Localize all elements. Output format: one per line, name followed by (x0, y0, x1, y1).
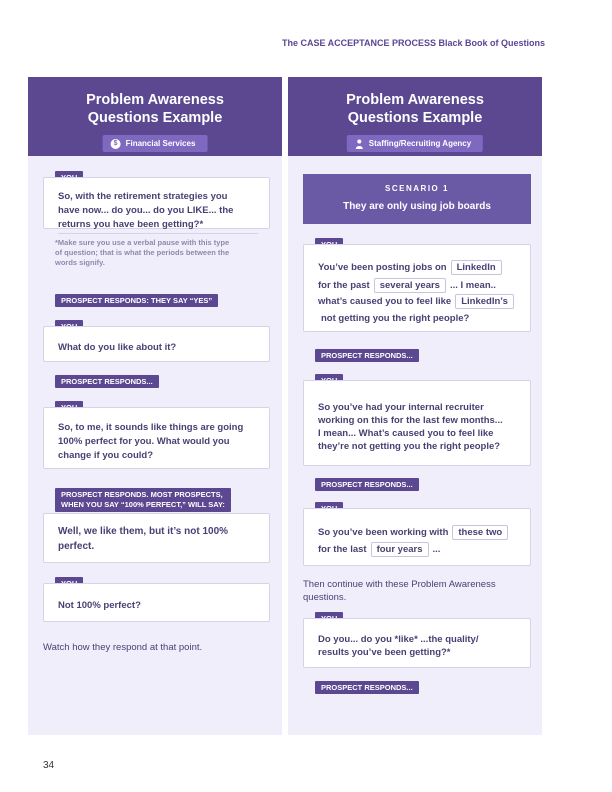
scenario-box (303, 174, 531, 224)
right-column-title (288, 91, 542, 127)
question-text: What do you like about it? (58, 342, 177, 353)
staffing-agency-tag (347, 135, 483, 152)
prospect-responds-label: PROSPECT RESPONDS... (55, 375, 159, 388)
fill-in-blank: four years (371, 542, 429, 557)
question-line: working on this for the last few months... (318, 415, 503, 426)
scenario-label: SCENARIO 1 (385, 184, 449, 193)
question-line: change if you could? (58, 450, 154, 461)
question-text (318, 401, 503, 453)
question-fragment: ... I mean.. (449, 280, 496, 291)
continue-text (303, 578, 496, 604)
person-icon (355, 139, 364, 149)
scenario-text: They are only using job boards (343, 201, 491, 212)
question-line: I mean... What’s caused you to feel like (318, 428, 494, 439)
label-line: WHEN YOU SAY “100% PERFECT,” WILL SAY: (61, 500, 225, 509)
question-fragment: for the last (318, 544, 367, 555)
label-line: PROSPECT RESPONDS. MOST PROSPECTS, (61, 490, 223, 499)
running-head: The CASE ACCEPTANCE PROCESS Black Book of Questions (281, 38, 545, 48)
prospect-responds-label: PROSPECT RESPONDS: THEY SAY “YES” (55, 294, 218, 307)
question-text (318, 633, 478, 659)
question-line: So you’ve had your internal recruiter (318, 402, 484, 413)
note-line: of question; that is what the periods between the (55, 248, 230, 257)
question-line: So, with the retirement strategies you (58, 191, 228, 202)
question-line: they’re not getting you the right people? (318, 441, 501, 452)
question-line: returns you have been getting?* (58, 219, 204, 230)
continue-line: Then continue with these Problem Awareness (303, 579, 496, 590)
fill-in-blank: these two (452, 525, 508, 540)
question-text: Not 100% perfect? (58, 600, 141, 611)
financial-services-tag (103, 135, 208, 152)
right-title-line2: Questions Example (347, 110, 483, 126)
staffing-agency-tag-label: Staffing/Recruiting Agency (368, 139, 472, 148)
question-line: have now... do you... do you LIKE... the (58, 205, 234, 216)
divider (58, 233, 258, 234)
left-title-line1: Problem Awareness (86, 92, 224, 108)
prospect-responds-label: PROSPECT RESPONDS... (315, 349, 419, 362)
left-column-title (28, 91, 282, 127)
question-line (318, 294, 514, 309)
quote-line: Well, we like them, but it’s not 100% (58, 526, 229, 537)
prospect-responds-label (55, 488, 231, 512)
note-line: *Make sure you use a verbal pause with this type (55, 238, 230, 247)
prospect-quote (58, 524, 228, 554)
fill-in-blank: several years (374, 278, 446, 293)
question-line (318, 260, 502, 275)
fill-in-blank: LinkedIn (451, 260, 502, 275)
question-line: Do you... do you *like* ...the quality/ (318, 634, 479, 645)
prospect-responds-label: PROSPECT RESPONDS... (315, 681, 419, 694)
question-text (58, 190, 233, 232)
left-title-line2: Questions Example (87, 110, 223, 126)
question-line: not getting you the right people? (321, 313, 470, 324)
question-line (318, 542, 440, 557)
question-fragment: ... (432, 544, 441, 555)
question-text (58, 421, 243, 463)
question-fragment: what’s caused you to feel like (318, 296, 452, 307)
quote-line: perfect. (58, 541, 95, 552)
question-line: So, to me, it sounds like things are going (58, 422, 244, 433)
prospect-responds-label: PROSPECT RESPONDS... (315, 478, 419, 491)
page-number: 34 (43, 760, 55, 771)
right-column-header (288, 77, 542, 156)
question-fragment: for the past (318, 280, 370, 291)
question-line (318, 278, 496, 293)
continue-line: questions. (303, 592, 347, 603)
fill-in-blank: LinkedIn’s (455, 294, 514, 309)
dollar-icon: $ (111, 139, 121, 149)
question-line: results you’ve been getting?* (318, 647, 451, 658)
verbal-pause-note (55, 238, 229, 268)
financial-services-tag-label: Financial Services (125, 139, 196, 148)
closing-text: Watch how they respond at that point. (43, 642, 203, 653)
right-title-line1: Problem Awareness (346, 92, 484, 108)
left-column-header (28, 77, 282, 156)
question-line: 100% perfect for you. What would you (58, 436, 230, 447)
question-fragment: So you’ve been working with (318, 527, 449, 538)
note-line: words signify. (55, 258, 105, 267)
question-line (318, 525, 508, 540)
question-fragment: You’ve been posting jobs on (318, 262, 447, 273)
